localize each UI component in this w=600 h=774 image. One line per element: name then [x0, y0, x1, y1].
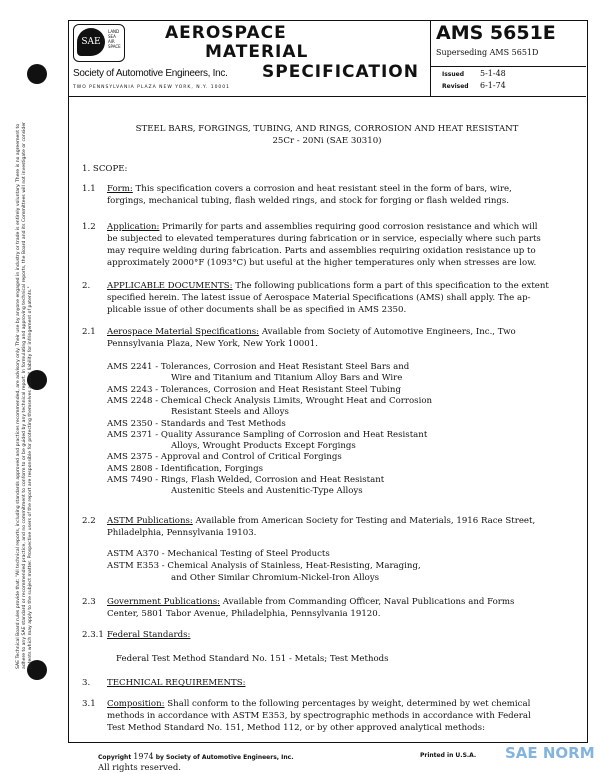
copyright-owner: by Society of Automotive Engineers, Inc. — [155, 754, 294, 761]
paragraph-text: may require welding during fabrication. Parts and assemblies requiring oxidation resistance up to — [107, 246, 536, 256]
logo-word: SEA — [108, 34, 116, 39]
logo-word: LAND — [108, 29, 120, 34]
section-heading: ASTM Publications: — [107, 516, 193, 526]
reference-item: AMS 2350 - Standards and Test Methods — [107, 418, 286, 429]
reference-item: AMS 2371 - Quality Assurance Sampling of Corrosion and Heat Resistant — [107, 429, 428, 440]
section-number: 3. — [82, 678, 91, 688]
paragraph-line — [107, 222, 537, 233]
sae-disclaimer: SAE Technical Board rules provide that: "All technical reports, including standards approved and practices recommended, are advisory only. Their use by anyone engaged in industry or trade is entirely voluntary. There is no agreement to adhere to any SAE standard or recommended practice, and no commitment to conform to or be guided by any technical report. In formulating and approving technical reports, the Board and its Committees will not investigate or consider patents which may apply to the subject matter. Prospective users of the report are responsible for protecting themselves against liability for infringement of patents." — [16, 121, 33, 669]
section-number: 2. — [82, 281, 91, 291]
paragraph-text: This specification covers a corrosion and heat resistant steel in the form of bars, wire, — [132, 184, 512, 194]
section-heading: Composition: — [107, 699, 165, 709]
paragraph-line — [107, 699, 530, 710]
reference-item: AMS 2375 - Approval and Control of Critical Forgings — [107, 452, 342, 463]
section-heading: Form: — [107, 184, 133, 194]
header-title-line: SPECIFICATION — [262, 62, 419, 82]
paragraph-line — [107, 184, 512, 195]
section-heading: Aerospace Material Specifications: — [107, 327, 260, 337]
paragraph-text: Philadelphia, Pennsylvania 19103. — [107, 528, 257, 538]
copyright-year: 1974 — [133, 752, 154, 761]
society-address: TWO PENNSYLVANIA PLAZA NEW YORK, N.Y. 10001 — [73, 85, 231, 90]
logo-word: AIR — [108, 39, 115, 44]
paragraph-text: Primarily for parts and assemblies requiring good corrosion resistance and which will — [159, 222, 538, 232]
spec-number: AMS 5651E — [436, 22, 556, 44]
logo-mark: SAE — [77, 28, 105, 56]
section-number: 2.3 — [82, 597, 96, 607]
section-heading: Application: — [107, 222, 160, 232]
sae-logo — [73, 24, 125, 62]
paragraph-text: forgings, mechanical tubing, flash welded rings, and stock for forging or flash welded rings. — [107, 196, 510, 206]
reference-item: AMS 2808 - Identification, Forgings — [107, 463, 264, 474]
issued-label: Issued — [442, 71, 465, 78]
paragraph-text: Center, 5801 Tabor Avenue, Philadelphia, Pennsylvania 19120. — [107, 609, 381, 619]
section-number: 2.3.1 — [82, 630, 104, 640]
section-heading: Federal Standards: — [107, 630, 191, 640]
reference-item: AMS 2243 - Tolerances, Corrosion and Heat Resistant Steel Tubing — [107, 384, 401, 395]
reference-item: AMS 7490 - Rings, Flash Welded, Corrosion and Heat Resistant — [107, 475, 385, 485]
logo-small-text — [108, 29, 121, 49]
revised-label: Revised — [442, 83, 469, 90]
reference-item: and Other Similar Chromium-Nickel-Iron Alloys — [171, 573, 380, 583]
watermark: SAE NORM — [505, 744, 595, 762]
reference-item: AMS 2241 - Tolerances, Corrosion and Heat Resistant Steel Bars and — [107, 362, 410, 372]
copyright-label: Copyright — [98, 754, 132, 761]
section-heading: APPLICABLE DOCUMENTS: — [107, 281, 233, 291]
header-title-line: MATERIAL — [205, 42, 309, 62]
paragraph-text: The following publications form a part of this specification to the extent — [232, 281, 549, 291]
paragraph-text: Test Method Standard No. 151, Method 112, or by other approved analytical methods: — [107, 723, 485, 733]
section-number: 1.1 — [82, 184, 96, 194]
section-heading: TECHNICAL REQUIREMENTS: — [107, 678, 246, 688]
paragraph-line — [107, 597, 514, 608]
rights-reserved: All rights reserved. — [98, 763, 181, 773]
paragraph-text: Available from Society of Automotive Engineers, Inc., Two — [259, 327, 516, 337]
reference-item: Resistant Steels and Alloys — [171, 407, 289, 418]
section-number: 1.2 — [82, 222, 96, 232]
section-number: 2.2 — [82, 516, 96, 526]
paragraph-text: specified herein. The latest issue of Aerospace Material Specifications (AMS) shall apply. The ap- — [107, 293, 531, 303]
superseding: Superseding AMS 5651D — [436, 48, 539, 57]
paragraph-text: Available from American Society for Testing and Materials, 1916 Race Street, — [192, 516, 536, 526]
revised-date: 6-1-74 — [480, 81, 506, 90]
header-vertical-divider — [430, 20, 431, 97]
reference-item: Austenitic Steels and Austenitic-Type Alloys — [171, 486, 363, 497]
header-title-line: AEROSPACE — [165, 23, 287, 43]
paragraph-line — [107, 516, 535, 527]
header-date-divider — [430, 66, 586, 67]
document-title: STEEL BARS, FORGINGS, TUBING, AND RINGS, CORROSION AND HEAT RESISTANT — [135, 124, 519, 134]
punch-hole — [27, 64, 47, 84]
paragraph-line — [107, 327, 516, 338]
section-heading: Government Publications: — [107, 597, 221, 607]
reference-item: ASTM E353 - Chemical Analysis of Stainless, Heat-Resisting, Maraging, — [107, 561, 421, 571]
printed-in: Printed in U.S.A. — [420, 752, 477, 759]
paragraph-line — [107, 281, 549, 292]
document-subtitle: 25Cr - 20Ni (SAE 30310) — [272, 136, 382, 146]
issued-date: 5-1-48 — [480, 69, 506, 78]
logo-word: SPACE — [108, 44, 121, 49]
paragraph-text: be subjected to elevated temperatures during fabrication or in service, especially where such parts — [107, 234, 541, 244]
section-number: 3.1 — [82, 699, 96, 709]
paragraph-text: Shall conform to the following percentages by weight, determined by wet chemical — [164, 699, 531, 709]
copyright-line — [98, 752, 294, 762]
section-scope: 1. SCOPE: — [82, 164, 128, 174]
section-number: 2.1 — [82, 327, 96, 337]
paragraph-text: Available from Commanding Officer, Naval Publications and Forms — [220, 597, 515, 607]
reference-item: Alloys, Wrought Products Except Forgings — [171, 441, 356, 452]
paragraph-text: methods in accordance with ASTM E353, by spectrographic methods in accordance with Federal — [107, 711, 531, 721]
paragraph-text: Pennsylvania Plaza, New York, New York 10001. — [107, 339, 318, 349]
society-name: Society of Automotive Engineers, Inc. — [73, 68, 228, 79]
reference-item: ASTM A370 - Mechanical Testing of Steel Products — [107, 549, 330, 559]
paragraph-text: Federal Test Method Standard No. 151 - Metals; Test Methods — [116, 654, 389, 664]
paragraph-text: plicable issue of other documents shall be as specified in AMS 2350. — [107, 305, 407, 315]
paragraph-text: approximately 2000°F (1093°C) but useful at the higher temperatures only when stresses are low. — [107, 258, 537, 268]
reference-item: AMS 2248 - Chemical Check Analysis Limits, Wrought Heat and Corrosion — [107, 395, 433, 406]
reference-item: Wire and Titanium and Titanium Alloy Bars and Wire — [171, 373, 403, 384]
